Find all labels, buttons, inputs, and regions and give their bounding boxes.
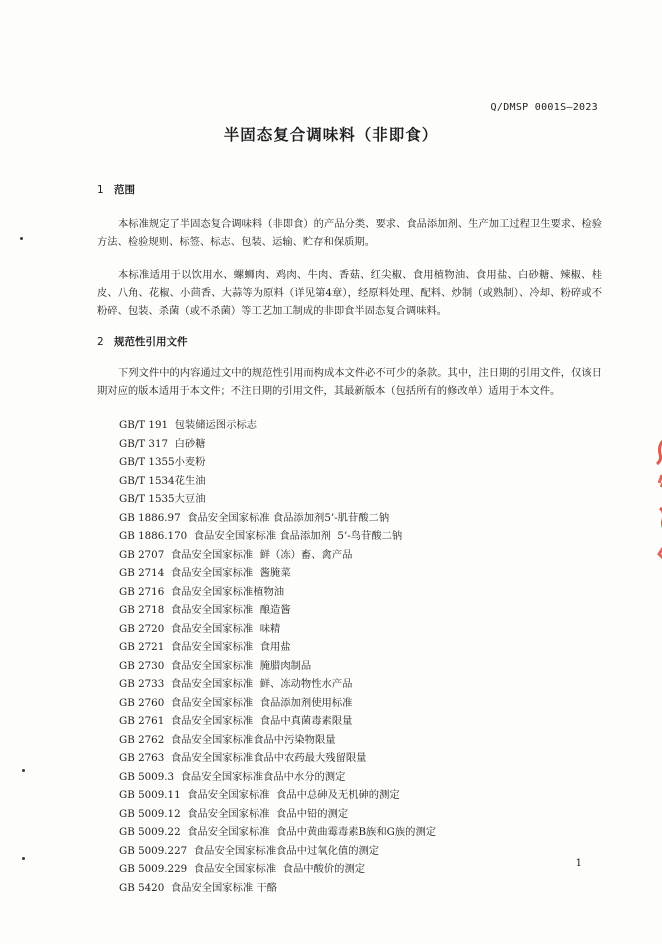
reference-item: GB 1886.97 食品安全国家标准 食品添加剂5’-肌苷酸二钠	[119, 511, 390, 524]
reference-item: GB/T 317 白砂糖	[119, 437, 206, 450]
reference-item: GB 1886.170 食品安全国家标准 食品添加剂 5’-鸟苷酸二钠	[119, 530, 403, 542]
reference-item: GB 5009.3 食品安全国家标准食品中水分的测定	[119, 770, 346, 783]
red-seal-fragment	[648, 430, 662, 580]
section-1-number: 1	[97, 184, 104, 196]
margin-mark	[22, 857, 25, 860]
margin-mark	[20, 237, 23, 240]
reference-item: GB 2707 食品安全国家标准 鲜（冻）畜、禽产品	[119, 548, 353, 561]
reference-item: GB 2762 食品安全国家标准食品中污染物限量	[119, 733, 336, 746]
reference-item: GB 2716 食品安全国家标准植物油	[119, 585, 285, 598]
reference-item: GB 2720 食品安全国家标准 味精	[119, 622, 281, 635]
reference-item: GB 2721 食品安全国家标准 食用盐	[119, 641, 291, 653]
reference-item: GB/T 1534花生油	[119, 474, 206, 487]
section-2-title: 规范性引用文件	[114, 336, 188, 348]
margin-mark	[22, 769, 25, 772]
reference-item: GB 2763 食品安全国家标准食品中农药最大残留限量	[119, 752, 367, 764]
reference-item: GB 2718 食品安全国家标准 酿造酱	[119, 604, 291, 616]
page-number: 1	[575, 858, 582, 869]
reference-item: GB 2760 食品安全国家标准 食品添加剂使用标准	[119, 696, 353, 709]
reference-item: GB/T 1535大豆油	[119, 493, 206, 505]
section-2-number: 2	[97, 336, 104, 348]
reference-item: GB 2761 食品安全国家标准 食品中真菌毒素限量	[119, 715, 353, 727]
reference-item: GB 5420 食品安全国家标准 干酪	[119, 881, 278, 894]
section-2-heading	[97, 334, 188, 349]
reference-item: GB 2733 食品安全国家标准 鲜、冻动物性水产品	[119, 678, 353, 690]
section-2-intro: 下列文件中的内容通过文中的规范性引用而构成本文件必不可少的条款。其中，注日期的引用文件，仅该日期对应的版本适用于本文件；不注日期的引用文件，其最新版本（包括所有的修改单）适用于本文件。	[97, 367, 602, 397]
section-1-title: 范围	[114, 184, 135, 196]
document-id: Q/DMSP 0001S—2023	[490, 102, 598, 113]
reference-item: GB 5009.11 食品安全国家标准 食品中总砷及无机砷的测定	[119, 789, 400, 801]
reference-item: GB 5009.229 食品安全国家标准 食品中酸价的测定	[119, 863, 366, 875]
document-title: 半固态复合调味料（非即食）	[223, 126, 439, 144]
reference-item: GB/T 191 包装储运图示标志	[119, 419, 257, 431]
section-1-paragraph: 本标准规定了半固态复合调味料（非即食）的产品分类、要求、食品添加剂、生产加工过程卫生要求、检验方法、检验规则、标签、标志、包装、运输、贮存和保质期。	[97, 218, 602, 248]
reference-item: GB 2714 食品安全国家标准 酱腌菜	[119, 567, 291, 579]
section-1-paragraph: 本标准适用于以饮用水、螺蛳肉、鸡肉、牛肉、香菇、红尖椒、食用植物油、食用盐、白砂糖、辣椒、桂皮、八角、花椒、小茴香、大蒜等为原料（详见第4章），经原料处理、配料、炒制（或熟制）、冷却、粉碎或不粉碎、包装、杀菌（或不杀菌）等工艺加工制成的非即食半固态复合调味料。	[97, 269, 602, 317]
reference-item: GB 5009.12 食品安全国家标准 食品中铅的测定	[119, 807, 349, 820]
reference-item: GB 5009.227 食品安全国家标准食品中过氧化值的测定	[119, 844, 380, 857]
reference-item: GB 2730 食品安全国家标准 腌腊肉制品	[119, 659, 312, 672]
reference-list	[119, 416, 436, 897]
reference-item: GB/T 1355小麦粉	[119, 456, 206, 468]
section-1-heading	[97, 182, 135, 197]
reference-item: GB 5009.22 食品安全国家标准 食品中黄曲霉毒素B族和G族的测定	[119, 826, 437, 838]
